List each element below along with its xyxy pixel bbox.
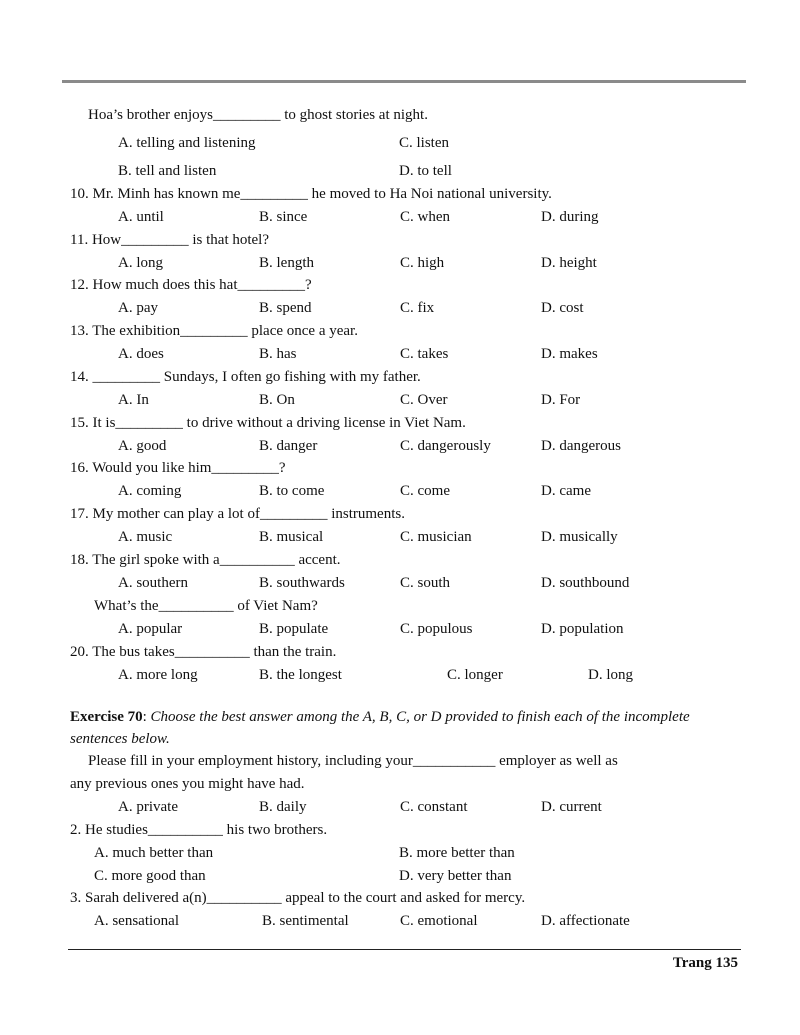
option-b: B. daily [259, 799, 307, 815]
exercise-heading: Exercise 70: Choose the best answer among the A, B, C, or D provided to finish each of the incomplete sentences below. [70, 709, 690, 747]
exercise-title: Exercise 70 [70, 709, 143, 725]
option-b: B. more better than [399, 845, 515, 861]
question-stem: 11. How_________ is that hotel? [70, 232, 270, 248]
option-c: C. takes [400, 346, 449, 362]
page-number: Trang 135 [672, 955, 738, 971]
option-c: C. constant [400, 799, 468, 815]
question-stem: 17. My mother can play a lot of_________ instruments. [70, 506, 405, 522]
option-c: C. come [400, 483, 450, 499]
exercise-instruction: Choose the best answer among the A, B, C, or D provided to finish each of the incomplete sentences below. [70, 709, 690, 747]
option-a: A. private [118, 799, 178, 815]
option-a: A. does [118, 346, 164, 362]
option-c: C. fix [400, 300, 435, 316]
option-a: A. long [118, 255, 163, 271]
question-stem: 3. Sarah delivered a(n)__________ appeal to the court and asked for mercy. [70, 890, 526, 906]
option-c: C. emotional [400, 913, 478, 929]
question-stem: 20. The bus takes__________ than the train. [70, 644, 337, 660]
option-d: D. For [541, 392, 581, 408]
option-d: D. southbound [541, 575, 630, 591]
option-a: A. sensational [94, 913, 179, 929]
option-a: A. more long [118, 667, 198, 683]
option-d: D. height [541, 255, 597, 271]
option-b: B. danger [259, 438, 318, 454]
question-stem: 16. Would you like him_________? [70, 460, 286, 476]
option-d: D. affectionate [541, 913, 630, 929]
question-stem: What’s the__________ of Viet Nam? [94, 598, 318, 614]
option-b: B. southwards [259, 575, 345, 591]
option-a: A. music [118, 529, 173, 545]
question-stem: 12. How much does this hat_________? [70, 277, 312, 293]
option-c: C. when [400, 209, 450, 225]
option-a: A. coming [118, 483, 182, 499]
question-stem: 15. It is_________ to drive without a driving license in Viet Nam. [70, 415, 466, 431]
option-b: B. tell and listen [118, 163, 217, 179]
option-a: A. popular [118, 621, 183, 637]
option-b: B. On [259, 392, 295, 408]
option-d: D. came [541, 483, 591, 499]
option-c: C. Over [400, 392, 448, 408]
question-stem: 2. He studies__________ his two brothers. [70, 822, 328, 838]
option-c: C. high [400, 255, 445, 271]
option-c: C. musician [400, 529, 472, 545]
option-b: B. since [259, 209, 308, 225]
option-d: D. very better than [399, 868, 512, 884]
question-stem: Hoa’s brother enjoys_________ to ghost stories at night. [88, 107, 428, 123]
option-a: A. telling and listening [118, 135, 256, 151]
option-d: D. to tell [399, 163, 452, 179]
option-c: C. dangerously [400, 438, 491, 454]
question-stem: Please fill in your employment history, including your___________ employer as well as [88, 753, 618, 769]
option-b: B. the longest [259, 667, 342, 683]
option-a: A. good [118, 438, 167, 454]
option-b: B. has [259, 346, 297, 362]
option-d: D. musically [541, 529, 618, 545]
option-b: B. musical [259, 529, 324, 545]
option-c: C. longer [447, 667, 503, 683]
option-c: C. listen [399, 135, 450, 151]
question-stem: 13. The exhibition_________ place once a year. [70, 323, 358, 339]
option-a: A. In [118, 392, 149, 408]
option-d: D. long [588, 667, 633, 683]
header-rule [62, 80, 746, 83]
question-stem: 18. The girl spoke with a__________ accent. [70, 552, 341, 568]
question-stem-continued: any previous ones you might have had. [70, 776, 305, 792]
option-b: B. populate [259, 621, 329, 637]
option-d: D. dangerous [541, 438, 621, 454]
option-d: D. cost [541, 300, 584, 316]
option-a: A. much better than [94, 845, 214, 861]
option-b: B. length [259, 255, 314, 271]
option-a: A. southern [118, 575, 188, 591]
option-c: C. more good than [94, 868, 206, 884]
option-d: D. current [541, 799, 602, 815]
option-d: D. during [541, 209, 599, 225]
option-b: B. spend [259, 300, 312, 316]
option-c: C. south [400, 575, 451, 591]
option-d: D. makes [541, 346, 598, 362]
option-b: B. sentimental [262, 913, 349, 929]
option-b: B. to come [259, 483, 325, 499]
question-stem: 10. Mr. Minh has known me_________ he moved to Ha Noi national university. [70, 186, 552, 202]
footer-rule [68, 949, 741, 950]
question-stem: 14. _________ Sundays, I often go fishing with my father. [70, 369, 421, 385]
option-a: A. until [118, 209, 164, 225]
option-a: A. pay [118, 300, 158, 316]
option-c: C. populous [400, 621, 473, 637]
option-d: D. population [541, 621, 624, 637]
